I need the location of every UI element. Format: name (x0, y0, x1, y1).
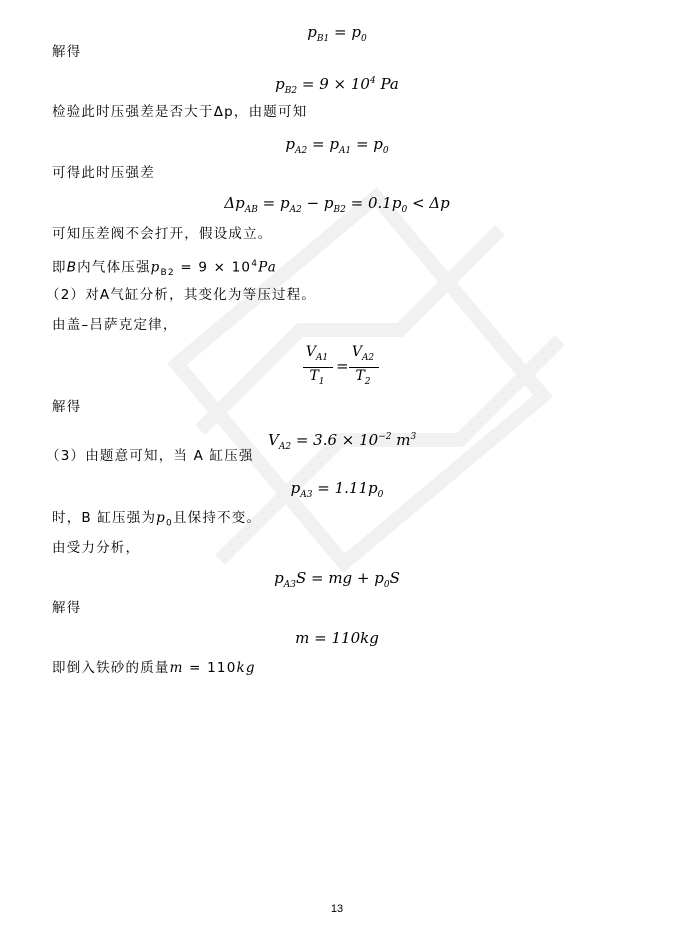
fraction-right-denominator: $T_2$ (355, 368, 371, 387)
b-pressure-text: 即B内气体压强$p_{B2} = 9 \times 10^4Pa$ (52, 259, 278, 279)
page-number: 13 (330, 903, 344, 915)
force-analysis-text: 由受力分析， (52, 540, 141, 556)
check-pressure-text: 检验此时压强差是否大于Δp，由题可知 (52, 104, 308, 120)
pressure-diff-text: 可得此时压强差 (52, 165, 155, 181)
fraction-left-denominator: $T_1$ (309, 368, 325, 387)
equation-pa3: $p_{A3} = 1.11p_0$ (290, 479, 384, 500)
fraction-equals: = (336, 357, 349, 375)
equation-force: $p_{A3}S$ = mg + $p_0S$ (274, 569, 400, 590)
equation-delta-p: $\Delta p_{AB} = p_{A2} - p_{B2} = 0.1p_0 < \Delta p$ (224, 194, 450, 215)
part-2-heading: （2）对A气缸分析，其变化为等压过程。 (46, 287, 317, 303)
gay-lussac-equation (300, 344, 380, 390)
fraction-left-numerator: $V_{A1}$ (305, 344, 329, 363)
solve-label-2: 解得 (52, 399, 82, 415)
equation-pb2: $p_{B2} = 9 \times 10^4$ Pa (275, 75, 399, 96)
valve-closed-text: 可知压差阀不会打开，假设成立。 (52, 226, 273, 242)
fraction-right-numerator: $V_{A2}$ (351, 344, 375, 363)
final-answer-text: 即倒入铁砂的质量m = 110kg (52, 660, 256, 676)
solve-label-3: 解得 (52, 600, 82, 616)
equation-pa2: $p_{A2} = p_{A1} = p_0$ (285, 135, 389, 156)
solve-label-1: 解得 (52, 44, 82, 60)
equation-mass: m = 110kg (295, 629, 379, 647)
gay-lussac-text: 由盖–吕萨克定律， (52, 317, 178, 333)
equation-va2: $V_{A2} = 3.6 \times 10^{-2}$ $m^3$ (268, 431, 417, 452)
part-3-heading: （3）由题意可知，当 A 缸压强 (46, 448, 254, 464)
b-constant-text: 时，B 缸压强为$p_0$且保持不变。 (52, 510, 262, 529)
equation-pb1: $p_{B1} = p_0$ (307, 23, 367, 44)
